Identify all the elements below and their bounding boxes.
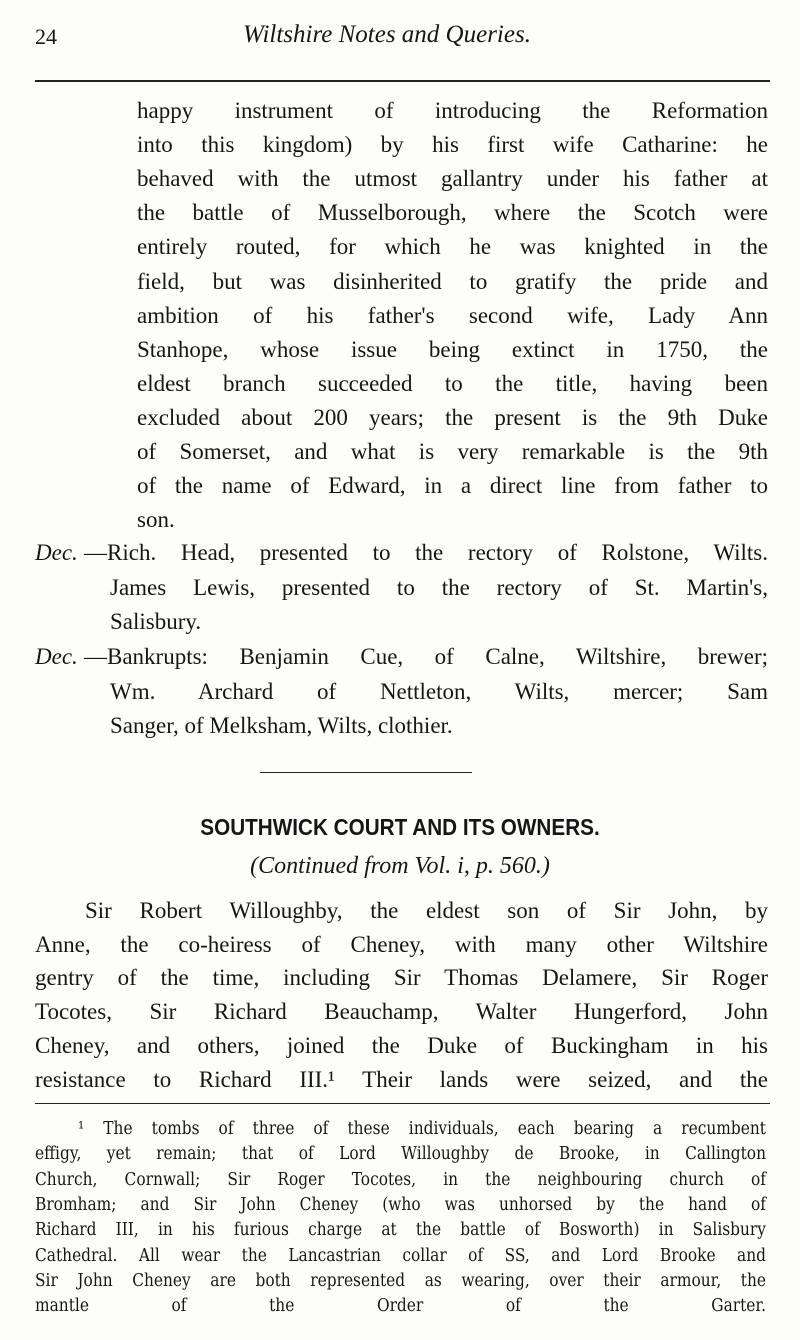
text-line: Anne, the co-heiress of Cheney, with many other Wiltshire <box>35 931 768 957</box>
section-divider <box>260 772 472 773</box>
entry-line: —Bankrupts: Benjamin Cue, of Calne, Wiltshire, brewer; <box>84 644 768 669</box>
text-line: Tocotes, Sir Richard Beauchamp, Walter Hungerford, John <box>35 999 768 1025</box>
text-line: entirely routed, for which he was knighted in the <box>137 234 768 260</box>
text-line: into this kingdom) by his first wife Catharine: he <box>137 132 768 158</box>
footnote-rule <box>35 1103 770 1104</box>
footnote-line: mantle of the Order of the Garter. <box>35 1296 766 1317</box>
text-line: eldest branch succeeded to the title, having been <box>137 370 768 396</box>
text-line: resistance to Richard III.¹ Their lands were seized, and the <box>35 1066 768 1092</box>
entry-date-label: Dec. <box>35 644 78 669</box>
text-line: behaved with the utmost gallantry under his father at <box>137 166 768 192</box>
entry-line: James Lewis, presented to the rectory of St. Martin's, <box>110 574 768 600</box>
entry-line: Wm. Archard of Nettleton, Wilts, mercer; Sam <box>110 678 768 704</box>
footnote-line: Bromham; and Sir John Cheney (who was unhorsed by the hand of <box>35 1194 766 1215</box>
text-line: field, but was disinherited to gratify the pride and <box>137 268 768 294</box>
entry-line: —Rich. Head, presented to the rectory of Rolstone, Wilts. <box>84 540 768 565</box>
header-rule <box>35 80 770 82</box>
text-line: the battle of Musselborough, where the Scotch were <box>137 200 768 226</box>
footnote-line: Cathedral. All wear the Lancastrian collar of SS, and Lord Brooke and <box>35 1245 766 1266</box>
footnote-line: Richard III, in his furious charge at the battle of Bosworth) in Salisbury <box>35 1220 766 1241</box>
text-line: Cheney, and others, joined the Duke of Buckingham in his <box>35 1032 768 1058</box>
text-line: gentry of the time, including Sir Thomas Delamere, Sir Roger <box>35 965 768 991</box>
page-number: 24 <box>35 24 57 49</box>
text-line: son. <box>137 507 175 533</box>
entry-line: Salisbury. <box>110 609 202 634</box>
footnote-line: Sir John Cheney are both represented as wearing, over their armour, the <box>35 1270 766 1291</box>
article-subtitle: (Continued from Vol. i, p. 560.) <box>250 853 550 879</box>
text-line: excluded about 200 years; the present is the 9th Duke <box>137 404 768 430</box>
entry-line: Sanger, of Melksham, Wilts, clothier. <box>110 713 453 738</box>
article-title: SOUTHWICK COURT AND ITS OWNERS. <box>200 814 600 840</box>
footnote-line: ¹ The tombs of three of these individuals, each bearing a recumbent <box>78 1119 766 1139</box>
text-line: Stanhope, whose issue being extinct in 1750, the <box>137 336 768 362</box>
running-title: Wiltshire Notes and Queries. <box>243 21 531 48</box>
text-line: of the name of Edward, in a direct line from father to <box>137 473 768 499</box>
footnote-line: effigy, yet remain; that of Lord Willoughby de Brooke, in Callington <box>35 1144 766 1165</box>
text-line: happy instrument of introducing the Reformation <box>137 98 768 123</box>
entry-date-label: Dec. <box>35 540 78 565</box>
footnote-line: Church, Cornwall; Sir Roger Tocotes, in the neighbouring church of <box>35 1169 766 1190</box>
text-line: Sir Robert Willoughby, the eldest son of Sir John, by <box>85 898 768 923</box>
text-line: of Somerset, and what is very remarkable is the 9th <box>137 439 768 464</box>
text-line: ambition of his father's second wife, Lady Ann <box>137 302 768 328</box>
